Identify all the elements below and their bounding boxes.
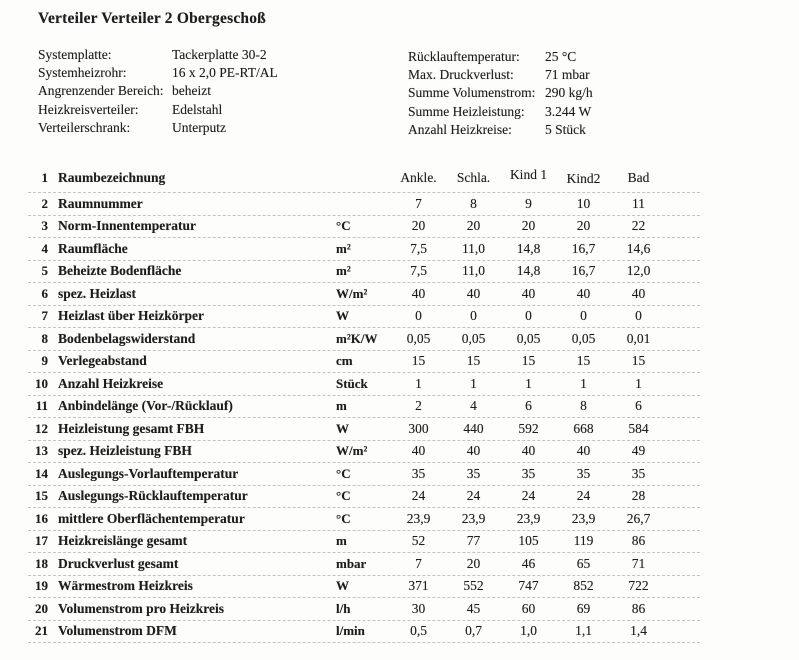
cell-value: 0 (470, 308, 477, 324)
cell-value: 722 (628, 578, 649, 594)
heating-circuit-table (28, 163, 700, 643)
cell-value: 40 (521, 285, 536, 301)
system-info-right (408, 48, 593, 139)
cell-value: 6 (635, 398, 642, 414)
cell-value: 15 (466, 353, 481, 369)
row-label: Heizleistung gesamt FBH (58, 420, 205, 436)
row-unit: mbar (336, 555, 367, 571)
row-label: Volumenstrom DFM (58, 623, 177, 639)
cell-value: 0 (415, 308, 422, 324)
row-number: 14 (35, 465, 48, 481)
cell-value: 0,05 (571, 330, 596, 346)
row-unit: W/m² (336, 285, 368, 301)
table-row (28, 463, 700, 486)
info-value: 290 kg/h (545, 85, 593, 101)
row-unit: m² (336, 240, 351, 256)
cell-value: 15 (576, 353, 591, 369)
row-unit: l/h (336, 600, 351, 616)
info-label: Angrenzender Bereich: (38, 83, 164, 99)
cell-value: 440 (463, 420, 484, 436)
cell-value: 40 (631, 285, 646, 301)
cell-value: 8 (580, 398, 587, 414)
cell-value: 0,01 (626, 330, 651, 346)
cell-value: 7 (415, 195, 422, 211)
table-row (28, 598, 700, 621)
info-line (38, 82, 278, 100)
cell-value: 1,4 (630, 623, 647, 639)
cell-value: 40 (576, 285, 591, 301)
cell-value: 23,9 (516, 510, 541, 526)
cell-value: 1 (415, 375, 422, 391)
row-unit: m (336, 533, 347, 549)
cell-value: 40 (466, 443, 481, 459)
table-row (28, 486, 700, 509)
table-row (28, 351, 700, 374)
info-label: Summe Volumenstrom: (408, 85, 536, 101)
cell-value: 40 (521, 443, 536, 459)
cell-value: 105 (518, 533, 539, 549)
cell-value: 0,7 (465, 623, 482, 639)
info-value: Edelstahl (172, 101, 223, 117)
table-row (28, 163, 700, 193)
cell-value: 852 (573, 578, 594, 594)
column-header: Kind2 (566, 170, 601, 186)
row-label: Raumfläche (58, 240, 128, 256)
table-row (28, 306, 700, 329)
cell-value: 584 (628, 420, 649, 436)
info-label: Systemplatte: (38, 47, 112, 62)
cell-value: 668 (573, 420, 594, 436)
cell-value: 40 (576, 443, 591, 459)
row-unit: m (336, 398, 347, 414)
row-number: 8 (41, 330, 48, 346)
cell-value: 16,7 (571, 263, 596, 279)
row-label: Heizlast über Heizkörper (58, 308, 204, 324)
row-unit: l/min (336, 623, 365, 639)
row-number: 7 (41, 308, 48, 324)
table-row (28, 531, 700, 554)
cell-value: 35 (576, 465, 591, 481)
row-label: Anzahl Heizkreise (58, 375, 164, 391)
cell-value: 65 (576, 555, 591, 571)
row-unit: W (336, 420, 349, 436)
info-line (408, 121, 593, 139)
row-number: 19 (35, 578, 48, 594)
cell-value: 6 (525, 398, 532, 414)
cell-value: 552 (463, 578, 484, 594)
cell-value: 23,9 (406, 510, 431, 526)
row-number: 1 (41, 169, 48, 185)
system-info-left (38, 46, 278, 137)
info-value: Unterputz (172, 119, 226, 135)
cell-value: 11 (632, 195, 645, 211)
info-label: Rücklauftemperatur: (408, 49, 520, 64)
row-number: 2 (41, 195, 48, 211)
row-unit: Stück (336, 375, 368, 391)
cell-value: 28 (631, 488, 646, 504)
info-label: Systemheizrohr: (38, 65, 127, 81)
cell-value: 14,6 (626, 240, 651, 256)
table-row (28, 418, 700, 441)
cell-value: 69 (576, 600, 591, 616)
row-number: 4 (41, 240, 48, 256)
table-row (28, 508, 700, 531)
cell-value: 119 (573, 533, 594, 549)
cell-value: 24 (411, 488, 426, 504)
column-header: Schla. (456, 169, 491, 185)
row-number: 3 (41, 218, 48, 234)
row-label: Auslegungs-Rücklauftemperatur (58, 488, 248, 504)
row-unit: m² (336, 263, 351, 279)
row-label: Volumenstrom pro Heizkreis (58, 600, 225, 616)
cell-value: 46 (521, 555, 536, 571)
table-row (28, 193, 700, 216)
cell-value: 23,9 (571, 510, 596, 526)
column-header: Ankle. (400, 169, 437, 185)
cell-value: 0 (635, 308, 642, 324)
table-row (28, 396, 700, 419)
info-label: Anzahl Heizkreise: (408, 121, 512, 137)
cell-value: 24 (521, 488, 536, 504)
table-row (28, 328, 700, 351)
info-line (38, 46, 278, 64)
row-label: mittlere Oberflächentemperatur (58, 510, 245, 526)
cell-value: 40 (466, 285, 481, 301)
cell-value: 49 (631, 443, 646, 459)
row-label: spez. Heizlast (58, 285, 136, 301)
info-line (408, 103, 593, 121)
cell-value: 371 (408, 578, 429, 594)
row-label: Druckverlust gesamt (58, 555, 179, 571)
cell-value: 0 (525, 308, 532, 324)
cell-value: 52 (411, 533, 426, 549)
table-row (28, 261, 700, 284)
cell-value: 60 (521, 600, 536, 616)
row-unit: °C (336, 510, 351, 526)
cell-value: 4 (470, 398, 477, 414)
cell-value: 35 (466, 465, 481, 481)
row-number: 16 (35, 510, 48, 526)
cell-value: 22 (631, 218, 646, 234)
cell-value: 24 (466, 488, 481, 504)
cell-value: 24 (576, 488, 591, 504)
cell-value: 2 (415, 398, 422, 414)
row-number: 20 (35, 600, 48, 616)
cell-value: 8 (470, 195, 477, 211)
cell-value: 9 (525, 195, 532, 211)
cell-value: 7,5 (410, 240, 427, 256)
info-label: Verteilerschrank: (38, 119, 131, 135)
cell-value: 35 (631, 465, 646, 481)
page-title: Verteiler Verteiler 2 Obergeschoß (38, 10, 266, 27)
cell-value: 10 (576, 195, 591, 211)
row-label: Anbindelänge (Vor-/Rücklauf) (58, 398, 233, 414)
info-value: beheizt (172, 83, 211, 99)
row-number: 17 (35, 533, 48, 549)
cell-value: 40 (411, 443, 426, 459)
info-line (408, 84, 593, 102)
info-value: 16 x 2,0 PE-RT/AL (172, 65, 278, 81)
cell-value: 1 (635, 375, 642, 391)
row-unit: °C (336, 465, 351, 481)
row-label: Raumbezeichnung (58, 169, 166, 185)
row-label: Beheizte Bodenfläche (58, 263, 182, 279)
cell-value: 0,05 (516, 330, 541, 346)
row-unit: °C (336, 218, 351, 234)
column-header: Kind 1 (509, 166, 548, 182)
cell-value: 35 (521, 465, 536, 481)
row-unit: °C (336, 488, 351, 504)
cell-value: 26,7 (626, 510, 651, 526)
cell-value: 16,7 (571, 240, 596, 256)
info-line (408, 48, 593, 66)
row-unit: m²K/W (336, 330, 378, 346)
cell-value: 40 (411, 285, 426, 301)
row-number: 21 (35, 623, 48, 639)
row-label: Bodenbelagswiderstand (58, 330, 196, 346)
cell-value: 20 (576, 218, 591, 234)
cell-value: 20 (466, 218, 481, 234)
cell-value: 35 (411, 465, 426, 481)
table-row (28, 621, 700, 644)
info-line (38, 101, 278, 119)
table-row (28, 576, 700, 599)
cell-value: 0,05 (461, 330, 486, 346)
row-label: Heizkreislänge gesamt (58, 533, 188, 549)
table-row (28, 441, 700, 464)
row-number: 9 (41, 353, 48, 369)
row-number: 13 (35, 443, 48, 459)
cell-value: 7,5 (410, 263, 427, 279)
cell-value: 7 (415, 555, 422, 571)
info-value: 3.244 W (545, 103, 592, 119)
row-label: Auslegungs-Vorlauftemperatur (58, 465, 239, 481)
cell-value: 86 (631, 600, 646, 616)
row-number: 10 (35, 375, 48, 391)
info-value: 5 Stück (545, 121, 586, 137)
cell-value: 30 (411, 600, 426, 616)
cell-value: 20 (521, 218, 536, 234)
cell-value: 15 (521, 353, 536, 369)
table-row (28, 553, 700, 576)
cell-value: 1,1 (575, 623, 592, 639)
column-header: Bad (627, 169, 650, 185)
cell-value: 747 (518, 578, 539, 594)
row-number: 12 (35, 420, 48, 436)
row-number: 15 (35, 488, 48, 504)
cell-value: 23,9 (461, 510, 486, 526)
row-unit: cm (336, 353, 353, 369)
cell-value: 12,0 (626, 263, 651, 279)
row-label: Norm-Innentemperatur (58, 218, 196, 234)
cell-value: 20 (411, 218, 426, 234)
cell-value: 45 (466, 600, 481, 616)
row-unit: W (336, 578, 349, 594)
cell-value: 300 (408, 420, 429, 436)
table-row (28, 216, 700, 239)
cell-value: 20 (466, 555, 481, 571)
cell-value: 0 (580, 308, 587, 324)
row-unit: W (336, 308, 349, 324)
cell-value: 14,8 (516, 240, 541, 256)
cell-value: 1 (525, 375, 532, 391)
cell-value: 14,8 (516, 263, 541, 279)
info-label: Heizkreisverteiler: (38, 101, 139, 117)
cell-value: 0,5 (410, 623, 427, 639)
info-label: Max. Druckverlust: (408, 67, 514, 83)
row-number: 5 (41, 263, 48, 279)
cell-value: 86 (631, 533, 646, 549)
cell-value: 11,0 (461, 263, 486, 279)
row-label: Verlegeabstand (58, 353, 147, 369)
table-row (28, 238, 700, 261)
info-value: 71 mbar (545, 67, 590, 83)
cell-value: 1 (470, 375, 477, 391)
row-number: 11 (35, 398, 48, 414)
row-number: 18 (35, 555, 48, 571)
row-number: 6 (41, 285, 48, 301)
cell-value: 15 (631, 353, 646, 369)
row-label: spez. Heizleistung FBH (58, 443, 192, 459)
cell-value: 1 (580, 375, 587, 391)
row-unit: W/m² (336, 443, 368, 459)
info-line (38, 119, 278, 137)
info-line (408, 66, 593, 84)
info-value: 25 °C (545, 49, 577, 64)
cell-value: 77 (466, 533, 481, 549)
cell-value: 592 (518, 420, 539, 436)
info-value: Tackerplatte 30-2 (172, 47, 267, 62)
cell-value: 71 (631, 555, 646, 571)
table-row (28, 373, 700, 396)
info-label: Summe Heizleistung: (408, 103, 525, 119)
cell-value: 11,0 (461, 240, 486, 256)
table-row (28, 283, 700, 306)
row-label: Raumnummer (58, 195, 143, 211)
info-line (38, 64, 278, 82)
row-label: Wärmestrom Heizkreis (58, 578, 193, 594)
cell-value: 0,05 (406, 330, 431, 346)
cell-value: 15 (411, 353, 426, 369)
cell-value: 1,0 (520, 623, 537, 639)
